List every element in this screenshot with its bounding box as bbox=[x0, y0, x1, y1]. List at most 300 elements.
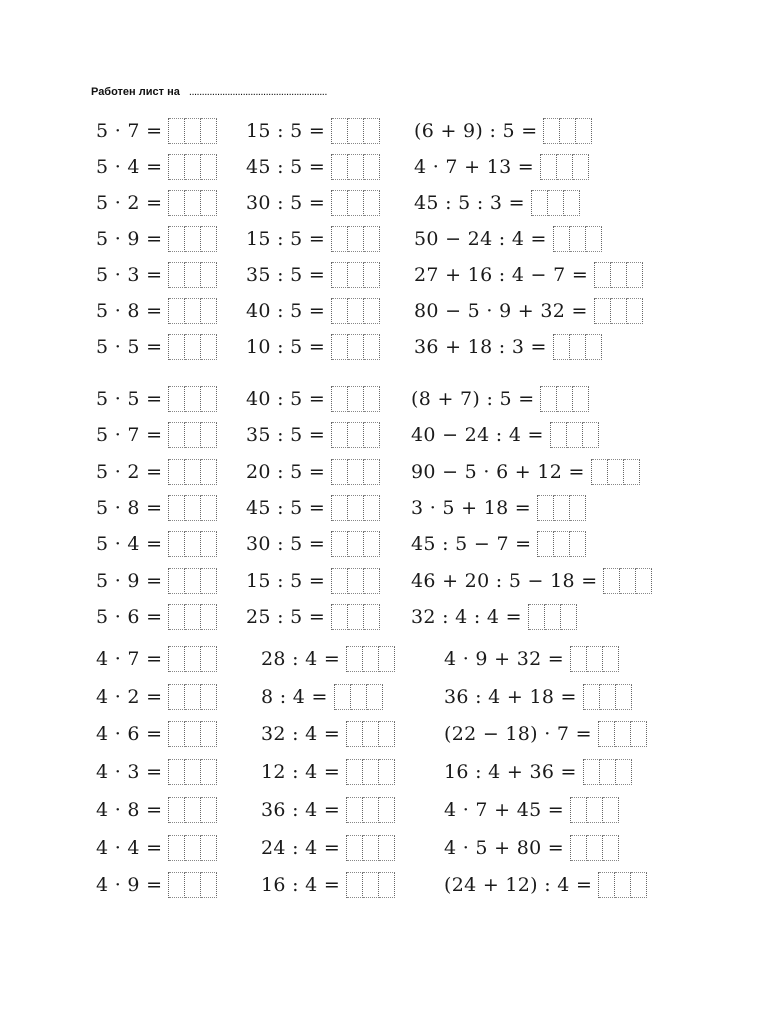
answer-digit-cell[interactable] bbox=[587, 835, 603, 861]
answer-digit-cell[interactable] bbox=[348, 459, 364, 485]
answer-box[interactable] bbox=[168, 604, 217, 630]
answer-box[interactable] bbox=[168, 646, 217, 672]
answer-digit-cell[interactable] bbox=[185, 684, 201, 710]
expression: 45 : 5 = bbox=[246, 156, 326, 178]
answer-digit-cell[interactable] bbox=[185, 154, 201, 180]
answer-box[interactable] bbox=[168, 386, 217, 412]
answer-digit-cell[interactable] bbox=[627, 298, 643, 324]
answer-digit-cell[interactable] bbox=[554, 495, 570, 521]
answer-digit-cell[interactable] bbox=[169, 459, 185, 485]
answer-digit-cell[interactable] bbox=[573, 386, 589, 412]
answer-digit-cell[interactable] bbox=[201, 721, 217, 747]
answer-digit-cell[interactable] bbox=[185, 386, 201, 412]
answer-digit-cell[interactable] bbox=[201, 154, 217, 180]
expression: 32 : 4 : 4 = bbox=[411, 605, 522, 628]
answer-box[interactable] bbox=[168, 226, 217, 252]
answer-box[interactable] bbox=[331, 495, 380, 521]
expression: 50 − 24 : 4 = bbox=[414, 228, 547, 250]
exercise-item bbox=[246, 332, 380, 362]
answer-digit-cell[interactable] bbox=[627, 262, 643, 288]
answer-digit-cell[interactable] bbox=[185, 797, 201, 823]
answer-box[interactable] bbox=[583, 684, 632, 710]
name-blank-line: ...................................................... bbox=[188, 86, 327, 98]
expression: 32 : 4 = bbox=[261, 723, 341, 746]
answer-box[interactable] bbox=[570, 835, 619, 861]
answer-box[interactable] bbox=[540, 386, 589, 412]
answer-digit-cell[interactable] bbox=[379, 872, 395, 898]
answer-digit-cell[interactable] bbox=[548, 190, 564, 216]
answer-box[interactable] bbox=[346, 835, 395, 861]
answer-digit-cell[interactable] bbox=[169, 190, 185, 216]
answer-box[interactable] bbox=[553, 226, 602, 252]
answer-digit-cell[interactable] bbox=[351, 684, 367, 710]
answer-digit-cell[interactable] bbox=[364, 226, 380, 252]
answer-box[interactable] bbox=[570, 797, 619, 823]
answer-digit-cell[interactable] bbox=[332, 495, 348, 521]
expression: 5 · 7 = bbox=[96, 120, 163, 142]
answer-digit-cell[interactable] bbox=[348, 334, 364, 360]
answer-digit-cell[interactable] bbox=[571, 797, 587, 823]
answer-digit-cell[interactable] bbox=[541, 154, 557, 180]
answer-digit-cell[interactable] bbox=[599, 872, 615, 898]
answer-digit-cell[interactable] bbox=[201, 386, 217, 412]
answer-digit-cell[interactable] bbox=[532, 190, 548, 216]
answer-box[interactable] bbox=[537, 495, 586, 521]
exercise-item bbox=[444, 719, 647, 749]
answer-digit-cell[interactable] bbox=[332, 459, 348, 485]
exercise-item bbox=[96, 682, 217, 712]
answer-digit-cell[interactable] bbox=[538, 531, 554, 557]
expression: 30 : 5 = bbox=[246, 533, 326, 556]
answer-digit-cell[interactable] bbox=[185, 226, 201, 252]
exercise-item bbox=[411, 566, 652, 596]
answer-box[interactable] bbox=[540, 154, 589, 180]
answer-digit-cell[interactable] bbox=[332, 190, 348, 216]
answer-digit-cell[interactable] bbox=[201, 646, 217, 672]
answer-digit-cell[interactable] bbox=[583, 422, 599, 448]
answer-box[interactable] bbox=[168, 721, 217, 747]
answer-digit-cell[interactable] bbox=[348, 226, 364, 252]
answer-digit-cell[interactable] bbox=[348, 262, 364, 288]
answer-box[interactable] bbox=[537, 531, 586, 557]
exercise-row bbox=[0, 384, 768, 414]
expression: 5 · 5 = bbox=[96, 388, 163, 410]
answer-digit-cell[interactable] bbox=[201, 298, 217, 324]
answer-digit-cell[interactable] bbox=[545, 604, 561, 630]
answer-digit-cell[interactable] bbox=[169, 604, 185, 630]
expression: 15 : 5 = bbox=[246, 569, 326, 592]
answer-digit-cell[interactable] bbox=[615, 872, 631, 898]
answer-digit-cell[interactable] bbox=[599, 721, 615, 747]
answer-digit-cell[interactable] bbox=[335, 684, 351, 710]
answer-box[interactable] bbox=[603, 568, 652, 594]
answer-digit-cell[interactable] bbox=[363, 759, 379, 785]
expression: 4 · 2 = bbox=[96, 685, 163, 708]
answer-box[interactable] bbox=[168, 835, 217, 861]
answer-digit-cell[interactable] bbox=[631, 721, 647, 747]
answer-box[interactable] bbox=[531, 190, 580, 216]
answer-digit-cell[interactable] bbox=[595, 262, 611, 288]
answer-digit-cell[interactable] bbox=[185, 531, 201, 557]
answer-digit-cell[interactable] bbox=[185, 721, 201, 747]
answer-digit-cell[interactable] bbox=[332, 386, 348, 412]
answer-digit-cell[interactable] bbox=[332, 298, 348, 324]
answer-digit-cell[interactable] bbox=[600, 684, 616, 710]
answer-digit-cell[interactable] bbox=[169, 797, 185, 823]
answer-digit-cell[interactable] bbox=[201, 118, 217, 144]
answer-digit-cell[interactable] bbox=[185, 190, 201, 216]
answer-digit-cell[interactable] bbox=[169, 835, 185, 861]
expression: 16 : 4 = bbox=[261, 874, 341, 897]
answer-digit-cell[interactable] bbox=[573, 154, 589, 180]
answer-box[interactable] bbox=[528, 604, 577, 630]
answer-digit-cell[interactable] bbox=[631, 872, 647, 898]
answer-digit-cell[interactable] bbox=[169, 154, 185, 180]
answer-box[interactable] bbox=[331, 226, 380, 252]
answer-digit-cell[interactable] bbox=[554, 334, 570, 360]
exercise-item bbox=[96, 152, 217, 182]
answer-digit-cell[interactable] bbox=[379, 721, 395, 747]
answer-digit-cell[interactable] bbox=[379, 835, 395, 861]
answer-digit-cell[interactable] bbox=[586, 226, 602, 252]
answer-digit-cell[interactable] bbox=[332, 262, 348, 288]
answer-digit-cell[interactable] bbox=[169, 872, 185, 898]
answer-digit-cell[interactable] bbox=[201, 459, 217, 485]
answer-digit-cell[interactable] bbox=[615, 721, 631, 747]
answer-digit-cell[interactable] bbox=[185, 568, 201, 594]
answer-digit-cell[interactable] bbox=[576, 118, 592, 144]
answer-digit-cell[interactable] bbox=[332, 154, 348, 180]
answer-digit-cell[interactable] bbox=[592, 459, 608, 485]
answer-box[interactable] bbox=[331, 459, 380, 485]
answer-digit-cell[interactable] bbox=[560, 118, 576, 144]
answer-box[interactable] bbox=[331, 386, 380, 412]
answer-digit-cell[interactable] bbox=[169, 646, 185, 672]
answer-box[interactable] bbox=[331, 568, 380, 594]
answer-digit-cell[interactable] bbox=[169, 298, 185, 324]
answer-digit-cell[interactable] bbox=[201, 797, 217, 823]
exercise-item bbox=[246, 493, 380, 523]
exercise-item bbox=[261, 833, 395, 863]
answer-digit-cell[interactable] bbox=[570, 334, 586, 360]
answer-digit-cell[interactable] bbox=[636, 568, 652, 594]
exercise-item bbox=[261, 870, 395, 900]
answer-digit-cell[interactable] bbox=[347, 646, 363, 672]
answer-digit-cell[interactable] bbox=[364, 190, 380, 216]
expression: 30 : 5 = bbox=[246, 192, 326, 214]
answer-digit-cell[interactable] bbox=[201, 568, 217, 594]
answer-digit-cell[interactable] bbox=[541, 386, 557, 412]
answer-digit-cell[interactable] bbox=[201, 226, 217, 252]
answer-box[interactable] bbox=[168, 684, 217, 710]
expression: 28 : 4 = bbox=[261, 648, 341, 670]
answer-box[interactable] bbox=[543, 118, 592, 144]
answer-box[interactable] bbox=[168, 459, 217, 485]
answer-box[interactable] bbox=[334, 684, 383, 710]
answer-digit-cell[interactable] bbox=[348, 298, 364, 324]
answer-digit-cell[interactable] bbox=[595, 298, 611, 324]
answer-digit-cell[interactable] bbox=[347, 759, 363, 785]
exercise-item bbox=[411, 384, 589, 414]
answer-digit-cell[interactable] bbox=[185, 422, 201, 448]
answer-digit-cell[interactable] bbox=[201, 604, 217, 630]
answer-digit-cell[interactable] bbox=[364, 422, 380, 448]
answer-digit-cell[interactable] bbox=[529, 604, 545, 630]
answer-digit-cell[interactable] bbox=[570, 226, 586, 252]
exercise-item bbox=[96, 457, 217, 487]
exercise-item bbox=[261, 682, 383, 712]
expression: 10 : 5 = bbox=[246, 336, 326, 358]
answer-digit-cell[interactable] bbox=[332, 531, 348, 557]
answer-digit-cell[interactable] bbox=[347, 797, 363, 823]
answer-digit-cell[interactable] bbox=[587, 797, 603, 823]
answer-digit-cell[interactable] bbox=[348, 568, 364, 594]
answer-digit-cell[interactable] bbox=[185, 646, 201, 672]
exercise-row bbox=[0, 795, 768, 825]
answer-digit-cell[interactable] bbox=[586, 334, 602, 360]
answer-digit-cell[interactable] bbox=[169, 386, 185, 412]
answer-digit-cell[interactable] bbox=[616, 684, 632, 710]
answer-box[interactable] bbox=[594, 298, 643, 324]
answer-digit-cell[interactable] bbox=[332, 604, 348, 630]
answer-digit-cell[interactable] bbox=[332, 568, 348, 594]
expression: 15 : 5 = bbox=[246, 228, 326, 250]
answer-digit-cell[interactable] bbox=[364, 459, 380, 485]
answer-box[interactable] bbox=[168, 422, 217, 448]
answer-digit-cell[interactable] bbox=[332, 226, 348, 252]
answer-digit-cell[interactable] bbox=[587, 646, 603, 672]
answer-digit-cell[interactable] bbox=[611, 262, 627, 288]
answer-box[interactable] bbox=[168, 568, 217, 594]
expression: 40 : 5 = bbox=[246, 388, 326, 410]
answer-digit-cell[interactable] bbox=[201, 759, 217, 785]
exercise-item bbox=[411, 457, 640, 487]
answer-digit-cell[interactable] bbox=[185, 759, 201, 785]
answer-box[interactable] bbox=[168, 298, 217, 324]
answer-box[interactable] bbox=[346, 797, 395, 823]
answer-digit-cell[interactable] bbox=[364, 604, 380, 630]
answer-digit-cell[interactable] bbox=[169, 759, 185, 785]
exercise-item bbox=[414, 224, 602, 254]
answer-digit-cell[interactable] bbox=[348, 422, 364, 448]
answer-box[interactable] bbox=[331, 262, 380, 288]
answer-box[interactable] bbox=[331, 154, 380, 180]
answer-digit-cell[interactable] bbox=[347, 835, 363, 861]
answer-digit-cell[interactable] bbox=[348, 531, 364, 557]
answer-digit-cell[interactable] bbox=[348, 604, 364, 630]
answer-digit-cell[interactable] bbox=[201, 835, 217, 861]
answer-digit-cell[interactable] bbox=[363, 835, 379, 861]
answer-box[interactable] bbox=[168, 531, 217, 557]
answer-box[interactable] bbox=[331, 118, 380, 144]
answer-digit-cell[interactable] bbox=[604, 568, 620, 594]
answer-box[interactable] bbox=[346, 721, 395, 747]
answer-digit-cell[interactable] bbox=[185, 298, 201, 324]
answer-digit-cell[interactable] bbox=[363, 872, 379, 898]
answer-digit-cell[interactable] bbox=[169, 495, 185, 521]
answer-digit-cell[interactable] bbox=[557, 386, 573, 412]
answer-box[interactable] bbox=[346, 646, 395, 672]
answer-digit-cell[interactable] bbox=[201, 190, 217, 216]
answer-digit-cell[interactable] bbox=[564, 190, 580, 216]
answer-digit-cell[interactable] bbox=[611, 298, 627, 324]
exercise-row bbox=[0, 644, 768, 674]
answer-digit-cell[interactable] bbox=[364, 386, 380, 412]
answer-digit-cell[interactable] bbox=[363, 797, 379, 823]
answer-digit-cell[interactable] bbox=[347, 872, 363, 898]
answer-digit-cell[interactable] bbox=[201, 495, 217, 521]
answer-digit-cell[interactable] bbox=[332, 334, 348, 360]
answer-box[interactable] bbox=[168, 262, 217, 288]
exercise-item bbox=[96, 870, 217, 900]
expression: 24 : 4 = bbox=[261, 836, 341, 859]
expression: 5 · 9 = bbox=[96, 569, 163, 592]
answer-digit-cell[interactable] bbox=[364, 495, 380, 521]
answer-digit-cell[interactable] bbox=[538, 495, 554, 521]
answer-digit-cell[interactable] bbox=[571, 646, 587, 672]
answer-digit-cell[interactable] bbox=[544, 118, 560, 144]
answer-digit-cell[interactable] bbox=[201, 684, 217, 710]
expression: 40 : 5 = bbox=[246, 300, 326, 322]
exercise-row bbox=[0, 332, 768, 362]
answer-box[interactable] bbox=[591, 459, 640, 485]
answer-digit-cell[interactable] bbox=[185, 604, 201, 630]
exercise-row bbox=[0, 457, 768, 487]
answer-digit-cell[interactable] bbox=[347, 721, 363, 747]
answer-digit-cell[interactable] bbox=[348, 154, 364, 180]
answer-digit-cell[interactable] bbox=[603, 835, 619, 861]
exercise-item bbox=[414, 332, 602, 362]
answer-digit-cell[interactable] bbox=[570, 495, 586, 521]
answer-box[interactable] bbox=[168, 495, 217, 521]
answer-box[interactable] bbox=[550, 422, 599, 448]
answer-digit-cell[interactable] bbox=[364, 531, 380, 557]
answer-digit-cell[interactable] bbox=[169, 262, 185, 288]
answer-digit-cell[interactable] bbox=[185, 459, 201, 485]
answer-digit-cell[interactable] bbox=[557, 154, 573, 180]
answer-digit-cell[interactable] bbox=[348, 495, 364, 521]
answer-digit-cell[interactable] bbox=[169, 334, 185, 360]
answer-digit-cell[interactable] bbox=[363, 721, 379, 747]
answer-digit-cell[interactable] bbox=[185, 495, 201, 521]
answer-digit-cell[interactable] bbox=[185, 118, 201, 144]
answer-box[interactable] bbox=[168, 334, 217, 360]
expression: 5 · 2 = bbox=[96, 460, 163, 483]
answer-digit-cell[interactable] bbox=[571, 835, 587, 861]
answer-box[interactable] bbox=[346, 872, 395, 898]
answer-digit-cell[interactable] bbox=[185, 835, 201, 861]
answer-digit-cell[interactable] bbox=[169, 422, 185, 448]
answer-digit-cell[interactable] bbox=[561, 604, 577, 630]
answer-digit-cell[interactable] bbox=[185, 262, 201, 288]
exercise-item bbox=[96, 833, 217, 863]
answer-box[interactable] bbox=[598, 872, 647, 898]
answer-box[interactable] bbox=[346, 759, 395, 785]
answer-digit-cell[interactable] bbox=[185, 334, 201, 360]
answer-digit-cell[interactable] bbox=[201, 422, 217, 448]
answer-digit-cell[interactable] bbox=[364, 298, 380, 324]
answer-digit-cell[interactable] bbox=[201, 262, 217, 288]
answer-digit-cell[interactable] bbox=[616, 759, 632, 785]
answer-digit-cell[interactable] bbox=[332, 422, 348, 448]
answer-digit-cell[interactable] bbox=[620, 568, 636, 594]
answer-box[interactable] bbox=[553, 334, 602, 360]
answer-digit-cell[interactable] bbox=[379, 797, 395, 823]
exercise-item bbox=[246, 384, 380, 414]
answer-digit-cell[interactable] bbox=[364, 568, 380, 594]
answer-digit-cell[interactable] bbox=[169, 568, 185, 594]
answer-box[interactable] bbox=[168, 190, 217, 216]
expression: 4 · 3 = bbox=[96, 761, 163, 784]
answer-digit-cell[interactable] bbox=[551, 422, 567, 448]
answer-digit-cell[interactable] bbox=[201, 531, 217, 557]
answer-box[interactable] bbox=[168, 797, 217, 823]
answer-digit-cell[interactable] bbox=[201, 872, 217, 898]
answer-digit-cell[interactable] bbox=[169, 226, 185, 252]
answer-digit-cell[interactable] bbox=[185, 872, 201, 898]
answer-digit-cell[interactable] bbox=[364, 334, 380, 360]
answer-digit-cell[interactable] bbox=[348, 386, 364, 412]
answer-box[interactable] bbox=[570, 646, 619, 672]
answer-box[interactable] bbox=[168, 118, 217, 144]
answer-digit-cell[interactable] bbox=[379, 759, 395, 785]
answer-digit-cell[interactable] bbox=[603, 797, 619, 823]
answer-digit-cell[interactable] bbox=[600, 759, 616, 785]
answer-digit-cell[interactable] bbox=[364, 118, 380, 144]
answer-box[interactable] bbox=[331, 298, 380, 324]
answer-digit-cell[interactable] bbox=[169, 684, 185, 710]
expression: 46 + 20 : 5 − 18 = bbox=[411, 569, 598, 592]
expression: 4 · 5 + 80 = bbox=[444, 836, 565, 859]
answer-digit-cell[interactable] bbox=[364, 154, 380, 180]
answer-digit-cell[interactable] bbox=[608, 459, 624, 485]
answer-box[interactable] bbox=[331, 531, 380, 557]
answer-digit-cell[interactable] bbox=[332, 118, 348, 144]
answer-box[interactable] bbox=[168, 154, 217, 180]
answer-digit-cell[interactable] bbox=[624, 459, 640, 485]
answer-digit-cell[interactable] bbox=[603, 646, 619, 672]
answer-box[interactable] bbox=[331, 334, 380, 360]
answer-digit-cell[interactable] bbox=[379, 646, 395, 672]
answer-digit-cell[interactable] bbox=[169, 531, 185, 557]
answer-digit-cell[interactable] bbox=[570, 531, 586, 557]
answer-digit-cell[interactable] bbox=[567, 422, 583, 448]
answer-box[interactable] bbox=[594, 262, 643, 288]
answer-digit-cell[interactable] bbox=[364, 262, 380, 288]
answer-digit-cell[interactable] bbox=[169, 721, 185, 747]
exercise-item bbox=[411, 493, 586, 523]
answer-digit-cell[interactable] bbox=[348, 190, 364, 216]
answer-digit-cell[interactable] bbox=[554, 531, 570, 557]
answer-box[interactable] bbox=[168, 872, 217, 898]
answer-digit-cell[interactable] bbox=[348, 118, 364, 144]
exercise-item bbox=[96, 116, 217, 146]
answer-box[interactable] bbox=[331, 190, 380, 216]
answer-box[interactable] bbox=[331, 604, 380, 630]
answer-digit-cell[interactable] bbox=[367, 684, 383, 710]
answer-digit-cell[interactable] bbox=[169, 118, 185, 144]
answer-digit-cell[interactable] bbox=[584, 684, 600, 710]
answer-digit-cell[interactable] bbox=[201, 334, 217, 360]
answer-box[interactable] bbox=[331, 422, 380, 448]
answer-digit-cell[interactable] bbox=[554, 226, 570, 252]
answer-box[interactable] bbox=[598, 721, 647, 747]
exercise-item bbox=[246, 296, 380, 326]
answer-digit-cell[interactable] bbox=[363, 646, 379, 672]
answer-digit-cell[interactable] bbox=[584, 759, 600, 785]
answer-box[interactable] bbox=[168, 759, 217, 785]
answer-box[interactable] bbox=[583, 759, 632, 785]
